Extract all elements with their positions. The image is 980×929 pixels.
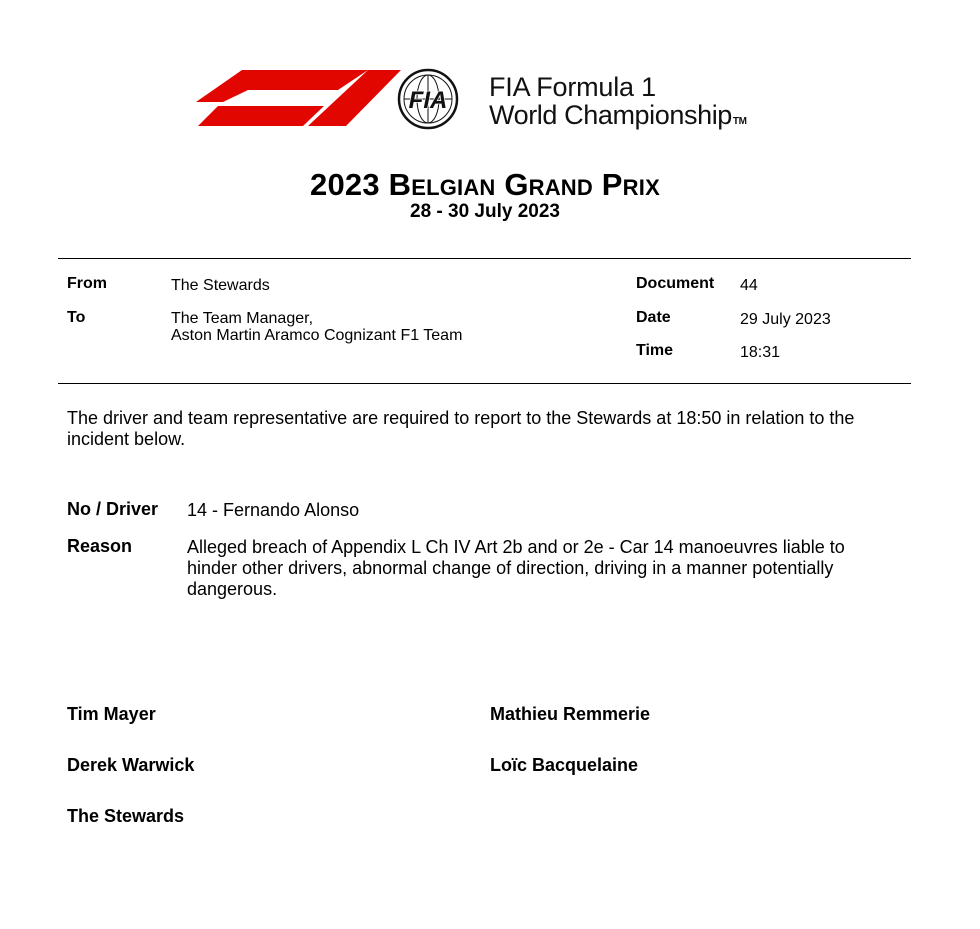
steward-name: Loïc Bacquelaine [490,755,639,775]
date-label: Date [636,309,671,326]
fia-wordmark-line2-text: World Championship [489,100,732,130]
document-value: 44 [740,277,758,294]
from-value: The Stewards [171,277,270,294]
document-label: Document [636,275,715,292]
f1-logo [196,70,401,126]
bottom-divider [58,383,911,384]
top-divider [58,258,911,259]
driver-label: No / Driver [67,499,159,519]
date-value: 29 July 2023 [740,311,831,328]
stewards-signoff: The Stewards [67,806,185,826]
reason-value: Alleged breach of Appendix L Ch IV Art 2b and or 2e - Car 14 manoeuvres liable to hinder other drivers, abnormal change of direction, driving in a manner potentially dangerous. [187,537,845,599]
time-value: 18:31 [740,344,781,361]
fia-seal-text: FIA [408,87,448,114]
fia-wordmark [489,74,747,129]
trademark-mark: TM [732,116,747,127]
steward-name: Derek Warwick [67,755,195,775]
to-value-line1: The Team Manager, [171,310,314,327]
driver-value: 14 - Fernando Alonso [187,500,360,520]
fia-wordmark-line2 [489,102,747,129]
to-value-line2: Aston Martin Aramco Cognizant F1 Team [171,327,463,344]
summons-text: The driver and team representative are required to report to the Stewards at 18:50 in relation to the incident below. [67,408,855,449]
to-label: To [67,309,86,326]
from-label: From [67,275,107,292]
event-title: 2023 Belgian Grand Prix [310,167,660,202]
fia-wordmark-line1: FIA Formula 1 [489,72,656,102]
steward-name: Mathieu Remmerie [490,704,651,724]
reason-label: Reason [67,536,133,556]
time-label: Time [636,342,674,359]
event-dates: 28 - 30 July 2023 [410,201,560,222]
fia-seal-icon [397,68,459,130]
f1-logo-lower-stroke [198,106,324,126]
steward-name: Tim Mayer [67,704,156,724]
